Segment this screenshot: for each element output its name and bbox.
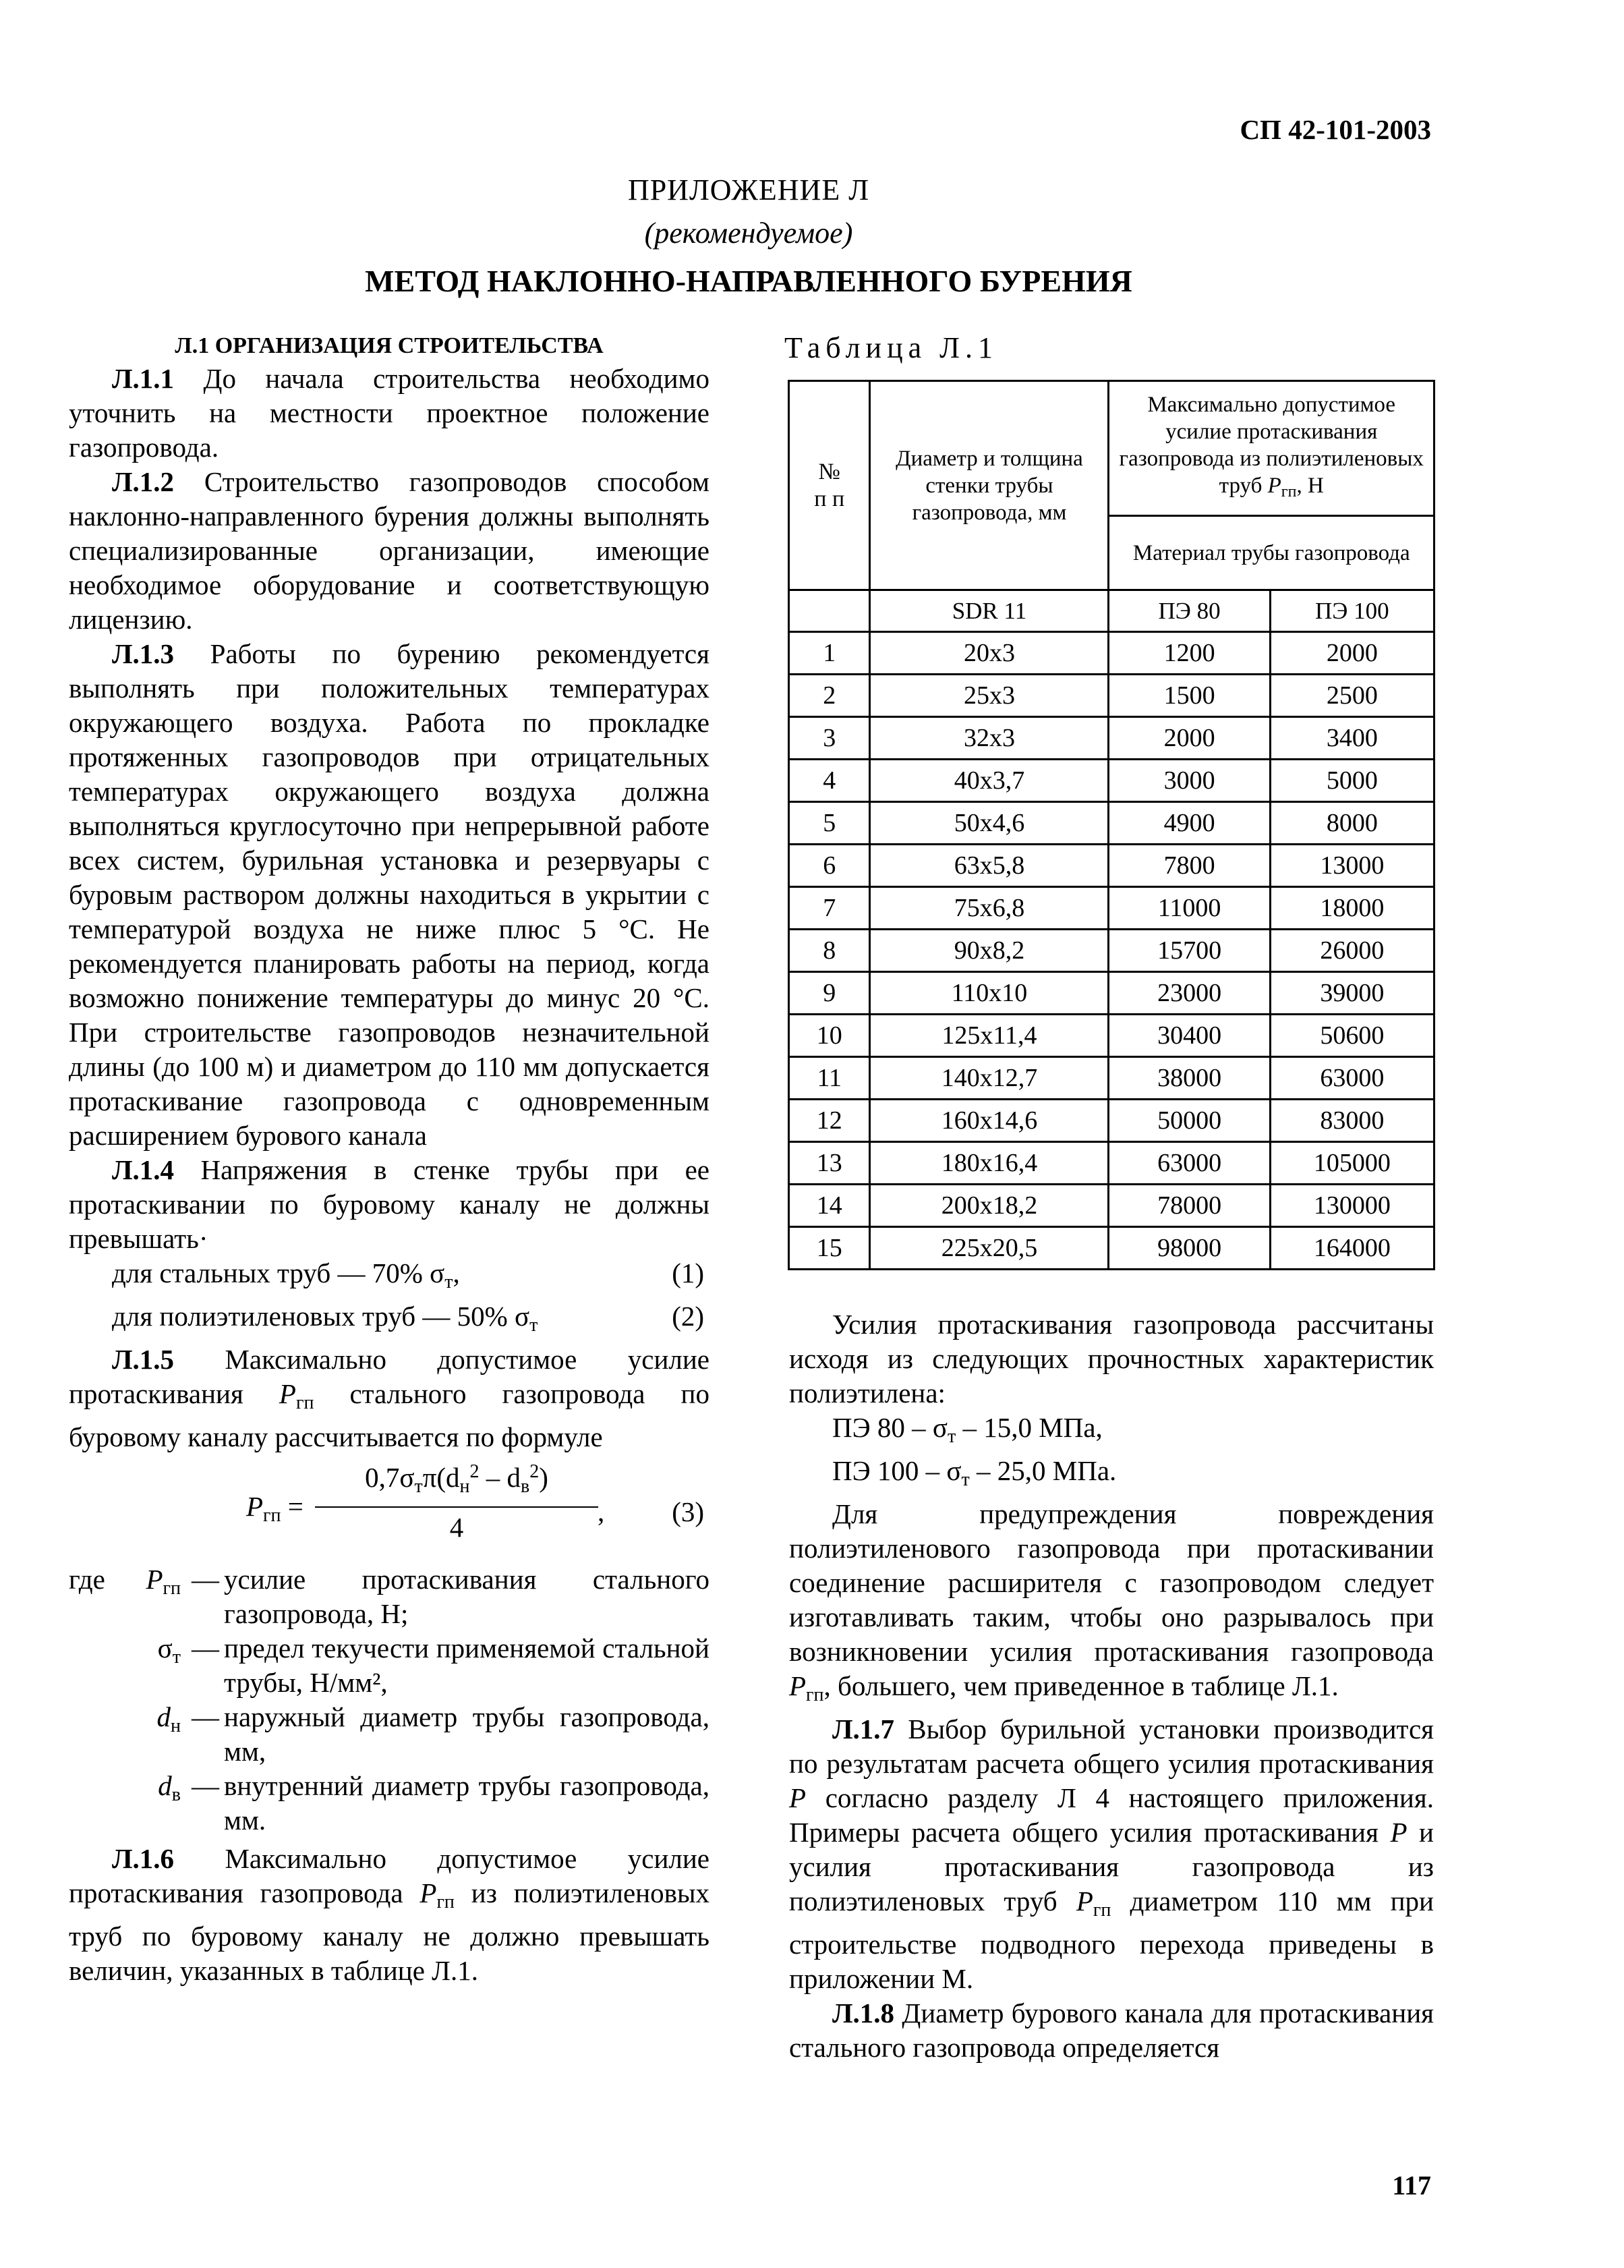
cell-diameter: 225x20,5 bbox=[870, 1227, 1109, 1270]
formula-3 bbox=[69, 1454, 709, 1556]
appendix-label: ПРИЛОЖЕНИЕ Л bbox=[627, 173, 870, 206]
paragraph-text: Строительство газопроводов способом наклонно-направленного бурения должны выполнять специализированные организации, имеющие необходимое оборудование и соответствующую лицензию. bbox=[69, 466, 709, 635]
definition-text: усилие протаскивания стального газопровода, Н; bbox=[224, 1564, 709, 1629]
formula-comma: , bbox=[598, 1496, 605, 1527]
formula-punct: , bbox=[453, 1257, 460, 1288]
definition-text: предел текучести применяемой стальной трубы, Н/мм², bbox=[224, 1633, 709, 1698]
cell-pe100: 18000 bbox=[1270, 887, 1434, 930]
table-row bbox=[789, 1015, 1434, 1057]
definition-row bbox=[69, 1700, 709, 1769]
formula-body: для стальных труб — 70% σ bbox=[112, 1257, 445, 1288]
paragraph-l-1-6 bbox=[69, 1842, 709, 1988]
cell-pe80: 50000 bbox=[1109, 1100, 1270, 1142]
clause-number: Л.1.2 bbox=[112, 466, 175, 497]
where-label: где bbox=[69, 1564, 105, 1595]
paragraph-text: Для предупреждения повреждения полиэтиленового газопровода при протаскивании соединение расширителя с газопроводом следует изготавливать таким, чтобы оно разрывалось при возникновении усилия протаскивания газопровода bbox=[789, 1498, 1434, 1667]
formula-subscript: гп bbox=[263, 1505, 281, 1526]
formula-2 bbox=[69, 1299, 709, 1342]
symbol-p: P bbox=[1390, 1817, 1408, 1848]
cell-diameter: 63x5,8 bbox=[870, 845, 1109, 887]
paragraph-text: Напряжения в стенке трубы при ее протаскивании по буровому каналу не должны превышать· bbox=[69, 1154, 709, 1254]
table-row bbox=[789, 887, 1434, 930]
value-text: ПЭ 80 – σ bbox=[832, 1412, 948, 1443]
document-code: СП 42-101-2003 bbox=[1240, 114, 1431, 145]
formula-subscript: т bbox=[529, 1315, 538, 1336]
spacer bbox=[69, 1769, 129, 1838]
table-row bbox=[789, 760, 1434, 802]
spacer bbox=[69, 1631, 129, 1700]
left-column bbox=[69, 331, 709, 1988]
cell-pe100: 8000 bbox=[1270, 802, 1434, 845]
symbol-subscript: в bbox=[171, 1784, 181, 1805]
cell-diameter: 200x18,2 bbox=[870, 1185, 1109, 1227]
formula-part: – d bbox=[479, 1462, 521, 1493]
value-text: – 25,0 МПа. bbox=[969, 1455, 1117, 1486]
formula-part: 0,7σ bbox=[365, 1462, 415, 1493]
table-row bbox=[789, 717, 1434, 760]
paragraph-protection bbox=[789, 1497, 1434, 1712]
paragraph-text: Максимально допустимое усилие протаскивания bbox=[69, 1344, 709, 1409]
cell-row-number: 3 bbox=[789, 717, 870, 760]
table-row bbox=[789, 802, 1434, 845]
cell-pe100: 26000 bbox=[1270, 930, 1434, 972]
cell-row-number: 4 bbox=[789, 760, 870, 802]
cell-pe100: 105000 bbox=[1270, 1142, 1434, 1185]
formula-body: для полиэтиленовых труб — 50% σ bbox=[112, 1301, 530, 1332]
definition-row bbox=[69, 1562, 709, 1631]
table-row bbox=[789, 1100, 1434, 1142]
symbol: σ bbox=[157, 1633, 173, 1664]
symbol: d bbox=[158, 1770, 172, 1801]
cell-pe100: 13000 bbox=[1270, 845, 1434, 887]
symbol-p: P bbox=[419, 1877, 437, 1908]
pull-force-table bbox=[788, 380, 1435, 1270]
symbol: d bbox=[156, 1701, 171, 1732]
value-text: – 15,0 МПа, bbox=[956, 1412, 1103, 1443]
paragraph-text: Выбор бурильной установки производится по результатам расчета общего усилия протаскивания bbox=[789, 1713, 1434, 1779]
cell-diameter: 75x6,8 bbox=[870, 887, 1109, 930]
paragraph-l-1-8 bbox=[789, 1996, 1434, 2065]
cell-diameter: 180x16,4 bbox=[870, 1142, 1109, 1185]
cell-pe80: 63000 bbox=[1109, 1142, 1270, 1185]
formula-number: (2) bbox=[672, 1301, 704, 1332]
cell-diameter: 110x10 bbox=[870, 972, 1109, 1015]
table-header-row bbox=[789, 381, 1434, 516]
cell-row-number: 6 bbox=[789, 845, 870, 887]
section-heading: Л.1 ОРГАНИЗАЦИЯ СТРОИТЕЛЬСТВА bbox=[175, 333, 604, 358]
table-row bbox=[789, 930, 1434, 972]
appendix-title: МЕТОД НАКЛОННО-НАПРАВЛЕННОГО БУРЕНИЯ bbox=[365, 264, 1132, 298]
formula-numerator bbox=[315, 1454, 598, 1508]
cell-pe80: 1200 bbox=[1109, 632, 1270, 675]
clause-number: Л.1.4 bbox=[112, 1154, 175, 1185]
formula-superscript: 2 bbox=[469, 1461, 480, 1482]
paragraph-text: и усилия протаскивания газопровода из полиэтиленовых труб bbox=[789, 1817, 1434, 1917]
cell-row-number: 15 bbox=[789, 1227, 870, 1270]
definition-dash: — bbox=[192, 1564, 219, 1595]
cell-row-number: 13 bbox=[789, 1142, 870, 1185]
formula-subscript: в bbox=[521, 1476, 530, 1497]
header-text: Максимально допустимое усилие протаскивания газопровода из полиэтиленовых труб bbox=[1119, 393, 1424, 498]
paragraph-text: согласно разделу Л 4 настоящего приложения. Примеры расчета общего усилия протаскивания bbox=[789, 1782, 1434, 1848]
cell-pe80: 1500 bbox=[1109, 675, 1270, 717]
paragraph-strength: Усилия протаскивания газопровода рассчитаны исходя из следующих прочностных характеристик полиэтилена: bbox=[789, 1309, 1434, 1409]
formula-fraction bbox=[315, 1454, 598, 1545]
header-pe100: ПЭ 100 bbox=[1270, 590, 1434, 632]
table-row bbox=[789, 845, 1434, 887]
cell-pe100: 3400 bbox=[1270, 717, 1434, 760]
cell-pe100: 2000 bbox=[1270, 632, 1434, 675]
table-header-row bbox=[789, 590, 1434, 632]
cell-diameter: 140x12,7 bbox=[870, 1057, 1109, 1100]
symbol-p: P bbox=[789, 1782, 807, 1813]
clause-number: Л.1.7 bbox=[832, 1713, 895, 1745]
definition-symbol bbox=[129, 1700, 192, 1769]
cell-row-number: 1 bbox=[789, 632, 870, 675]
definition-dash: — bbox=[192, 1633, 219, 1664]
cell-row-number: 11 bbox=[789, 1057, 870, 1100]
page-number: 117 bbox=[1392, 2170, 1431, 2201]
table-row bbox=[789, 1185, 1434, 1227]
formula-text bbox=[112, 1299, 538, 1342]
header-max-force bbox=[1109, 381, 1434, 516]
paragraph-text: Работы по бурению рекомендуется выполнять при положительных температурах окружающего воздуха. Работа по прокладке протяженных газопроводов при отрицательных температурах окружающего воздуха должна выполняться круглосуточно при непрерывной работе всех систем, бурильная установка и резервуары с буровым раствором должны находиться в укрытии с температурой воздуха не ниже плюс 5 °С. Не рекомендуется планировать работы на период, когда возможно понижение температуры до минус 20 °С. При строительстве газопроводов незначительной длины (до 100 м) и диаметром до 110 мм допускается протаскивание газопровода с одновременным расширением бурового канала bbox=[69, 638, 709, 1151]
cell-pe80: 38000 bbox=[1109, 1057, 1270, 1100]
symbol-subscript: гп bbox=[806, 1684, 824, 1705]
formula-subscript: т bbox=[444, 1272, 453, 1293]
cell-pe80: 3000 bbox=[1109, 760, 1270, 802]
formula-lhs bbox=[246, 1490, 303, 1533]
definition-row bbox=[69, 1769, 709, 1838]
paragraph-text: из полиэтиленовых труб по буровому каналу не должно превышать величин, указанных в таблице Л.1. bbox=[69, 1877, 709, 1986]
cell-pe80: 30400 bbox=[1109, 1015, 1270, 1057]
spacer bbox=[69, 1700, 129, 1769]
cell-diameter: 125x11,4 bbox=[870, 1015, 1109, 1057]
clause-number: Л.1.3 bbox=[112, 638, 175, 669]
cell-pe80: 4900 bbox=[1109, 802, 1270, 845]
formula-part: ) bbox=[539, 1462, 548, 1493]
table-row bbox=[789, 972, 1434, 1015]
appendix-status: (рекомендуемое) bbox=[644, 217, 853, 250]
strength-pe80 bbox=[789, 1411, 1434, 1454]
header-pe80: ПЭ 80 bbox=[1109, 590, 1270, 632]
table-row bbox=[789, 1227, 1434, 1270]
symbol-subscript: гп bbox=[436, 1892, 455, 1912]
symbol-subscript: гп bbox=[1281, 483, 1297, 501]
paragraph-text: До начала строительства необходимо уточнить на местности проектное положение газопровода. bbox=[69, 363, 709, 463]
header-empty bbox=[789, 590, 870, 632]
symbol-subscript: гп bbox=[163, 1578, 181, 1599]
cell-pe80: 15700 bbox=[1109, 930, 1270, 972]
formula-superscript: 2 bbox=[529, 1461, 540, 1482]
symbol-p: P bbox=[1076, 1886, 1093, 1917]
table-row bbox=[789, 1057, 1434, 1100]
formula-1 bbox=[69, 1256, 709, 1299]
clause-number: Л.1.6 bbox=[112, 1843, 175, 1874]
header-material: Материал трубы газопровода bbox=[1109, 516, 1434, 590]
definition-text: внутренний диаметр трубы газопровода, мм. bbox=[224, 1770, 709, 1836]
cell-pe80: 23000 bbox=[1109, 972, 1270, 1015]
table-row bbox=[789, 675, 1434, 717]
table-caption: Таблица Л.1 bbox=[784, 331, 999, 364]
definition-dash: — bbox=[192, 1770, 219, 1801]
cell-row-number: 2 bbox=[789, 675, 870, 717]
paragraph-text: диаметром 110 мм при строительстве подводного перехода приведены в приложении М. bbox=[789, 1886, 1434, 1994]
paragraph-text: Максимально допустимое усилие протаскивания газопровода bbox=[69, 1843, 709, 1908]
cell-pe100: 39000 bbox=[1270, 972, 1434, 1015]
cell-pe100: 63000 bbox=[1270, 1057, 1434, 1100]
table-row bbox=[789, 632, 1434, 675]
formula-subscript: н bbox=[459, 1476, 470, 1497]
symbol-subscript: гп bbox=[295, 1392, 314, 1413]
header-diameter: Диаметр и толщина стенки трубы газопровода, мм bbox=[870, 381, 1109, 590]
symbol-p: P bbox=[789, 1670, 807, 1701]
symbol-subscript: т bbox=[172, 1647, 181, 1668]
clause-number: Л.1.1 bbox=[112, 363, 175, 394]
clause-number: Л.1.5 bbox=[112, 1344, 175, 1375]
cell-row-number: 10 bbox=[789, 1015, 870, 1057]
symbol: P bbox=[146, 1564, 163, 1595]
cell-row-number: 7 bbox=[789, 887, 870, 930]
symbol-p: P bbox=[279, 1378, 296, 1409]
cell-pe80: 78000 bbox=[1109, 1185, 1270, 1227]
header-text: , Н bbox=[1296, 474, 1324, 498]
cell-pe100: 5000 bbox=[1270, 760, 1434, 802]
cell-row-number: 5 bbox=[789, 802, 870, 845]
definition-symbol bbox=[129, 1769, 192, 1838]
paragraph-text: , большего, чем приведенное в таблице Л.1. bbox=[823, 1670, 1339, 1701]
cell-diameter: 160x14,6 bbox=[870, 1100, 1109, 1142]
table-row bbox=[789, 1142, 1434, 1185]
formula-denominator: 4 bbox=[449, 1512, 464, 1543]
formula-equals: = bbox=[281, 1491, 303, 1522]
cell-pe100: 130000 bbox=[1270, 1185, 1434, 1227]
strength-pe100 bbox=[789, 1454, 1434, 1497]
paragraph-l-1-7 bbox=[789, 1712, 1434, 1996]
cell-row-number: 8 bbox=[789, 930, 870, 972]
cell-pe100: 50600 bbox=[1270, 1015, 1434, 1057]
formula-number: (3) bbox=[672, 1496, 704, 1527]
cell-row-number: 12 bbox=[789, 1100, 870, 1142]
definition-text: наружный диаметр трубы газопровода, мм, bbox=[224, 1701, 709, 1767]
formula-number: (1) bbox=[672, 1257, 704, 1288]
paragraph-l-1-3 bbox=[69, 637, 709, 1153]
paragraph-l-1-5 bbox=[69, 1342, 709, 1454]
cell-pe100: 83000 bbox=[1270, 1100, 1434, 1142]
cell-pe80: 11000 bbox=[1109, 887, 1270, 930]
paragraph-text: стального газопровода по буровому каналу рассчитывается по формуле bbox=[69, 1378, 709, 1452]
definition-symbol bbox=[129, 1631, 192, 1700]
cell-diameter: 40x3,7 bbox=[870, 760, 1109, 802]
symbol-p: P bbox=[1267, 474, 1281, 498]
formula-text bbox=[112, 1256, 460, 1299]
formula-symbol: P bbox=[246, 1491, 264, 1522]
paragraph-l-1-1 bbox=[69, 362, 709, 465]
cell-pe80: 7800 bbox=[1109, 845, 1270, 887]
clause-number: Л.1.8 bbox=[832, 1997, 895, 2029]
paragraph-l-1-4 bbox=[69, 1153, 709, 1256]
symbol-subscript: т bbox=[961, 1469, 970, 1490]
cell-pe80: 2000 bbox=[1109, 717, 1270, 760]
symbol-subscript: н bbox=[171, 1716, 181, 1736]
cell-diameter: 25x3 bbox=[870, 675, 1109, 717]
definition-symbol bbox=[129, 1562, 192, 1631]
cell-pe100: 164000 bbox=[1270, 1227, 1434, 1270]
cell-diameter: 32x3 bbox=[870, 717, 1109, 760]
paragraph-text: Диаметр бурового канала для протаскивания стального газопровода определяется bbox=[789, 1997, 1434, 2063]
symbol-subscript: гп bbox=[1093, 1900, 1111, 1921]
formula-part: π(d bbox=[422, 1462, 460, 1493]
cell-diameter: 90x8,2 bbox=[870, 930, 1109, 972]
formula-subscript: т bbox=[414, 1476, 423, 1497]
paragraph-l-1-2 bbox=[69, 465, 709, 637]
cell-pe100: 2500 bbox=[1270, 675, 1434, 717]
header-row-number: № п п bbox=[789, 381, 870, 590]
cell-pe80: 98000 bbox=[1109, 1227, 1270, 1270]
definition-dash: — bbox=[192, 1701, 219, 1732]
header-sdr: SDR 11 bbox=[870, 590, 1109, 632]
cell-diameter: 50x4,6 bbox=[870, 802, 1109, 845]
definition-row bbox=[69, 1631, 709, 1700]
symbol-subscript: т bbox=[948, 1426, 956, 1447]
definition-list bbox=[69, 1562, 709, 1838]
cell-row-number: 9 bbox=[789, 972, 870, 1015]
cell-row-number: 14 bbox=[789, 1185, 870, 1227]
table-body bbox=[789, 632, 1434, 1270]
cell-diameter: 20x3 bbox=[870, 632, 1109, 675]
right-column bbox=[789, 1307, 1434, 2065]
value-text: ПЭ 100 – σ bbox=[832, 1455, 962, 1486]
